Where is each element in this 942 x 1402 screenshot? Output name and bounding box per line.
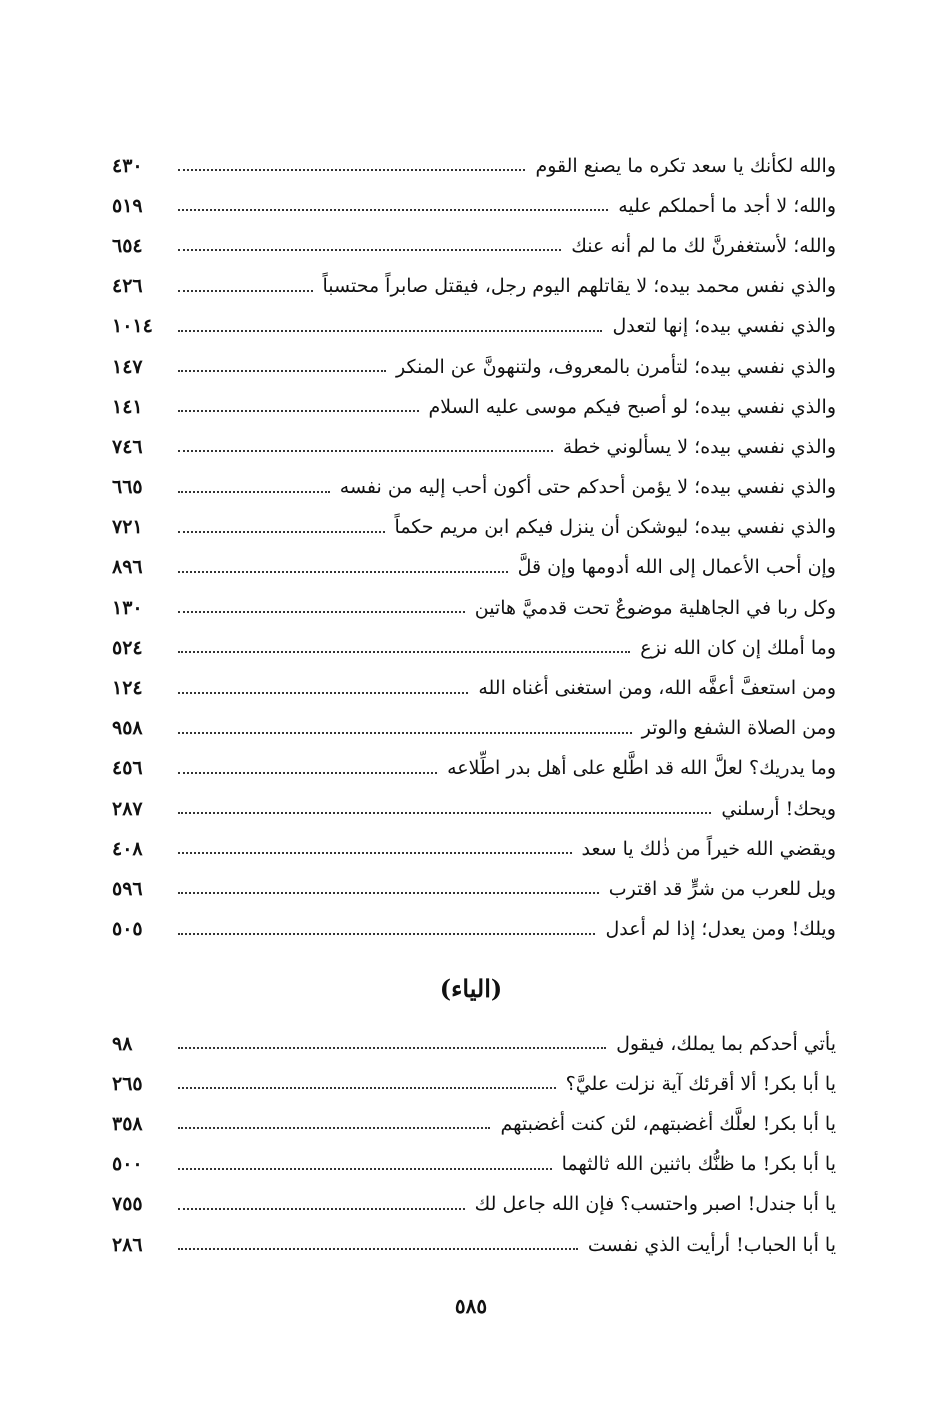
- entry-text: والله؛ لا أجد ما أحملكم عليه: [618, 194, 836, 217]
- index-entry: [112, 1225, 836, 1265]
- entry-page-number: ٧٢١: [112, 516, 143, 539]
- dot-leader: [178, 290, 313, 292]
- entry-page-number: ٧٥٥: [112, 1193, 143, 1216]
- entry-page-number: ٤٢٦: [112, 275, 143, 298]
- dot-leader: [178, 772, 437, 774]
- entry-page-number: ٢٨٧: [112, 797, 143, 820]
- entry-page-number: ١٢٤: [112, 677, 143, 700]
- dot-leader: [178, 169, 525, 171]
- index-entry: [112, 548, 836, 588]
- index-section-ya: [112, 1024, 836, 1265]
- entry-page-number: ٦٦٥: [112, 476, 143, 499]
- entry-text: وما يدريك؟ لعلَّ الله قد اطَّلع على أهل بدر اطِّلاعه: [447, 757, 836, 780]
- index-entry: [112, 869, 836, 909]
- index-entry: [112, 427, 836, 467]
- entry-text: والذي نفسي بيده؛ لا يسألوني خطة: [562, 435, 836, 458]
- entry-text: والله لكأنك يا سعد تكره ما يصنع القوم: [535, 154, 836, 177]
- index-entry: [112, 226, 836, 266]
- index-entry: [112, 1185, 836, 1225]
- entry-page-number: ٦٥٤: [112, 234, 143, 257]
- entry-text: وكل ربا في الجاهلية موضوعٌ تحت قدميَّ هاتين: [474, 596, 836, 619]
- dot-leader: [178, 651, 630, 653]
- entry-page-number: ٥٠٥: [112, 918, 143, 941]
- entry-text: والذي نفسي بيده؛ لو أصبح فيكم موسى عليه السلام: [428, 395, 836, 418]
- index-entry: [112, 588, 836, 628]
- dot-leader: [178, 209, 608, 211]
- entry-text: والذي نفسي بيده؛ لا يؤمن أحدكم حتى أكون أحب إليه من نفسه: [339, 476, 836, 499]
- index-section-waw: [112, 146, 836, 950]
- entry-text: ومن استعفَّ أعفَّه الله، ومن استغنى أغناه الله: [478, 677, 836, 700]
- dot-leader: [178, 531, 385, 533]
- dot-leader: [178, 1248, 578, 1250]
- entry-text: ويحك! أرسلني: [721, 797, 836, 820]
- dot-leader: [178, 249, 561, 251]
- entry-text: والذي نفسي بيده؛ إنها لتعدل: [612, 315, 836, 338]
- index-entry: [112, 347, 836, 387]
- entry-page-number: ٥٩٦: [112, 877, 143, 900]
- dot-leader: [178, 852, 572, 854]
- entry-text: ويل للعرب من شرٍّ قد اقترب: [608, 877, 836, 900]
- entry-page-number: ٤٥٦: [112, 757, 143, 780]
- entry-text: وما أملك إن كان الله نزع: [640, 636, 836, 659]
- dot-leader: [178, 892, 599, 894]
- dot-leader: [178, 732, 632, 734]
- index-entry: [112, 146, 836, 186]
- entry-text: يا أبا الحباب! أرأيت الذي نفست: [587, 1233, 836, 1256]
- index-entry: [112, 789, 836, 829]
- page-number: ٥٨٥: [454, 1294, 488, 1318]
- entry-page-number: ١٤٧: [112, 355, 143, 378]
- dot-leader: [178, 491, 330, 493]
- index-entry: [112, 668, 836, 708]
- index-entry: [112, 186, 836, 226]
- entry-text: ويلك! ومن يعدل؛ إذا لم أعدل: [605, 918, 836, 941]
- dot-leader: [178, 812, 711, 814]
- dot-leader: [178, 692, 468, 694]
- dot-leader: [178, 450, 553, 452]
- entry-page-number: ٥٢٤: [112, 636, 143, 659]
- dot-leader: [178, 571, 508, 573]
- index-entry: [112, 468, 836, 508]
- index-entry: [112, 628, 836, 668]
- index-entry: [112, 829, 836, 869]
- index-entry: [112, 508, 836, 548]
- entry-text: يا أبا جندل! اصبر واحتسب؟ فإن الله جاعل لك: [474, 1193, 836, 1216]
- entry-text: يا أبا بكر! ما ظنُّك باثنين الله ثالثهما: [561, 1153, 836, 1176]
- entry-page-number: ٧٤٦: [112, 435, 143, 458]
- entry-text: والذي نفسي بيده؛ ليوشكن أن ينزل فيكم ابن مريم حكماً: [394, 516, 836, 539]
- dot-leader: [178, 1047, 606, 1049]
- entry-page-number: ٣٥٨: [112, 1112, 143, 1135]
- dot-leader: [178, 611, 465, 613]
- dot-leader: [178, 1168, 552, 1170]
- section-heading: (الياء): [439, 974, 503, 1003]
- entry-text: يأتي أحدكم بما يملك، فيقول: [616, 1032, 836, 1055]
- entry-text: ويقضي الله خيراً من ذٰلك يا سعد: [581, 837, 836, 860]
- index-entry: [112, 1104, 836, 1144]
- dot-leader: [178, 933, 595, 935]
- index-entry: [112, 709, 836, 749]
- entry-page-number: ٨٩٦: [112, 556, 143, 579]
- dot-leader: [178, 370, 386, 372]
- entry-text: والذي نفسي بيده؛ لتأمرن بالمعروف، ولتنهونَّ عن المنكر: [396, 355, 836, 378]
- dot-leader: [178, 410, 419, 412]
- index-entry: [112, 1024, 836, 1064]
- entry-page-number: ٤٣٠: [112, 154, 143, 177]
- entry-text: والذي نفس محمد بيده؛ لا يقاتلهم اليوم رجل، فيقتل صابراً محتسباً: [322, 275, 836, 298]
- index-entry: [112, 910, 836, 950]
- entry-page-number: ٩٥٨: [112, 717, 143, 740]
- entry-page-number: ١٤١: [112, 395, 143, 418]
- index-entry: [112, 267, 836, 307]
- index-entry: [112, 749, 836, 789]
- dot-leader: [178, 330, 602, 332]
- entry-text: ومن الصلاة الشفع والوتر: [641, 717, 836, 740]
- entry-page-number: ١٠١٤: [112, 315, 153, 338]
- entry-text: وإن أحب الأعمال إلى الله أدومها وإن قلَّ: [517, 556, 836, 579]
- index-entry: [112, 1145, 836, 1185]
- entry-page-number: ٥٠٠: [112, 1153, 143, 1176]
- entry-page-number: ٤٠٨: [112, 837, 143, 860]
- entry-text: يا أبا بكر! ألا أقرئك آية نزلت عليَّ؟: [565, 1072, 836, 1095]
- index-entry: [112, 387, 836, 427]
- entry-page-number: ٢٦٥: [112, 1072, 143, 1095]
- dot-leader: [178, 1127, 490, 1129]
- entry-page-number: ٩٨: [112, 1032, 133, 1055]
- entry-text: يا أبا بكر! لعلَّك أغضبتهم، لئن كنت أغضبتهم: [500, 1112, 836, 1135]
- dot-leader: [178, 1087, 556, 1089]
- index-entry: [112, 1064, 836, 1104]
- entry-page-number: ٥١٩: [112, 194, 143, 217]
- dot-leader: [178, 1208, 465, 1210]
- entry-page-number: ١٣٠: [112, 596, 143, 619]
- index-entry: [112, 307, 836, 347]
- entry-page-number: ٢٨٦: [112, 1233, 143, 1256]
- entry-text: والله؛ لأستغفرنَّ لك ما لم أنه عنك: [571, 234, 836, 257]
